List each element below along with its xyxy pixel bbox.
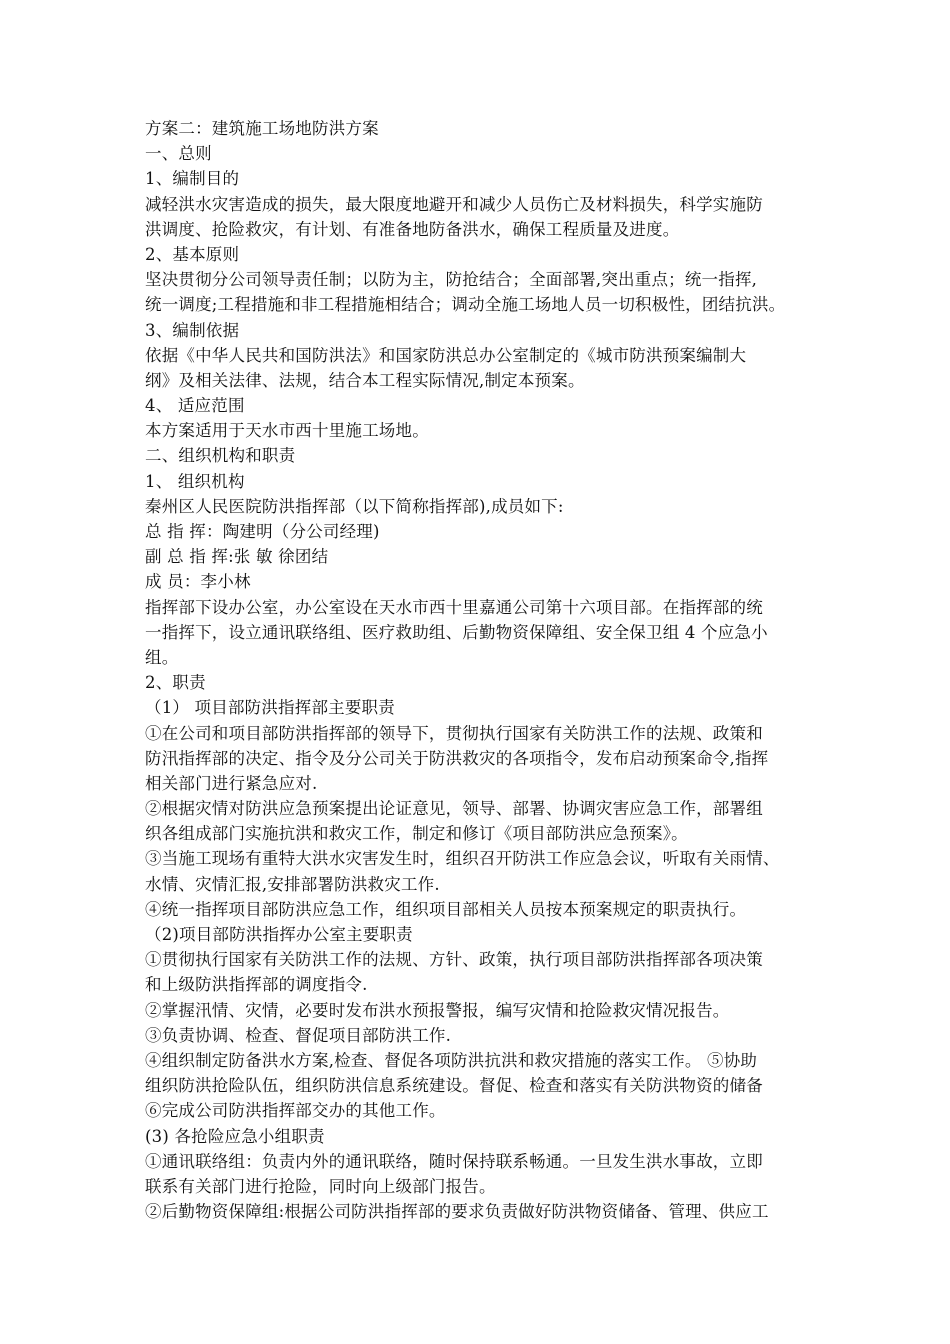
text-line: ②后勤物资保障组:根据公司防洪指挥部的要求负责做好防洪物资储备、管理、供应工	[145, 1202, 769, 1222]
text-line: 1、编制目的	[145, 169, 240, 189]
text-line: ②根据灾情对防洪应急预案提出论证意见，领导、部署、协调灾害应急工作，部署组	[145, 799, 763, 819]
text-line: 秦州区人民医院防洪指挥部（以下简称指挥部),成员如下:	[145, 496, 564, 516]
text-line: （2)项目部防洪指挥办公室主要职责	[145, 925, 413, 944]
text-line: ②掌握汛情、灾情，必要时发布洪水预报警报，编写灾情和抢险救灾情况报告。	[145, 1000, 730, 1020]
text-line: ④组织制定防备洪水方案,检查、督促各项防洪抗洪和救灾措施的落实工作。 ⑤协助	[145, 1050, 758, 1070]
text-line: 1、 组织机构	[145, 471, 245, 491]
text-line: 洪调度、抢险救灾，有计划、有准备地防备洪水，确保工程质量及进度。	[145, 219, 680, 239]
text-line: 坚决贯彻分公司领导责任制；以防为主，防抢结合；全面部署,突出重点；统一指挥,	[145, 270, 758, 290]
text-line: 统一调度;工程措施和非工程措施相结合；调动全施工场地人员一切积极性，团结抗洪。	[145, 295, 786, 315]
text-line: 一指挥下，设立通讯联络组、医疗救助组、后勤物资保障组、安全保卫组 4 个应急小	[145, 622, 768, 642]
text-line: (3) 各抢险应急小组职责	[145, 1126, 325, 1146]
text-line: ④统一指挥项目部防洪应急工作，组织项目部相关人员按本预案规定的职责执行。	[145, 899, 747, 919]
text-line: 联系有关部门进行抢险，同时向上级部门报告。	[145, 1176, 496, 1196]
text-line: 和上级防洪指挥部的调度指令.	[145, 975, 368, 995]
text-line: 纲》及相关法律、法规，结合本工程实际情况,制定本预案。	[145, 370, 585, 390]
text-line: ①在公司和项目部防洪指挥部的领导下，贯彻执行国家有关防洪工作的法规、政策和	[145, 723, 763, 743]
text-line: ①通讯联络组：负责内外的通讯联络，随时保持联系畅通。一旦发生洪水事故，立即	[145, 1151, 763, 1171]
text-line: 4、 适应范围	[145, 396, 245, 416]
text-line: ③当施工现场有重特大洪水灾害发生时，组织召开防洪工作应急会议，听取有关雨情、	[145, 849, 780, 869]
text-line: 组织防洪抢险队伍，组织防洪信息系统建设。督促、检查和落实有关防洪物资的储备	[145, 1076, 763, 1096]
text-line: 组。	[145, 647, 179, 667]
document-body	[145, 116, 820, 1224]
text-line: 二、组织机构和职责	[145, 446, 296, 466]
text-line: 织各组成部门实施抗洪和救灾工作，制定和修订《项目部防洪应急预案》。	[145, 824, 688, 844]
text-line: 防汛指挥部的决定、指令及分公司关于防洪救灾的各项指令，发布启动预案命令,指挥	[145, 748, 769, 768]
text-line: 一、总则	[145, 144, 212, 164]
text-line: ③负责协调、检查、督促项目部防洪工作.	[145, 1025, 452, 1045]
text-line: 相关部门进行紧急应对.	[145, 773, 318, 793]
text-line: （1） 项目部防洪指挥部主要职责	[145, 698, 395, 718]
text-line: 成 员：李小林	[145, 572, 251, 592]
text-line: 3、编制依据	[145, 320, 240, 340]
document-title: 方案二：建筑施工场地防洪方案	[145, 119, 379, 138]
text-line: ⑥完成公司防洪指挥部交办的其他工作。	[145, 1101, 446, 1121]
text-line: 指挥部下设办公室，办公室设在天水市西十里嘉通公司第十六项目部。在指挥部的统	[145, 597, 763, 617]
text-line: 依据《中华人民共和国防洪法》和国家防洪总办公室制定的《城市防洪预案编制大	[145, 345, 747, 365]
text-line: 本方案适用于天水市西十里施工场地。	[145, 421, 429, 441]
text-line: 2、职责	[145, 673, 206, 693]
text-line: 水情、灾情汇报,安排部署防洪救灾工作.	[145, 874, 440, 894]
text-line: 副 总 指 挥:张 敏 徐团结	[145, 547, 329, 567]
text-line: 减轻洪水灾害造成的损失，最大限度地避开和减少人员伤亡及材料损失，科学实施防	[145, 194, 763, 214]
text-line: 2、基本原则	[145, 244, 240, 264]
text-line: 总 指 挥：陶建明（分公司经理)	[145, 522, 380, 541]
text-line: ①贯彻执行国家有关防洪工作的法规、方针、政策，执行项目部防洪指挥部各项决策	[145, 950, 763, 970]
